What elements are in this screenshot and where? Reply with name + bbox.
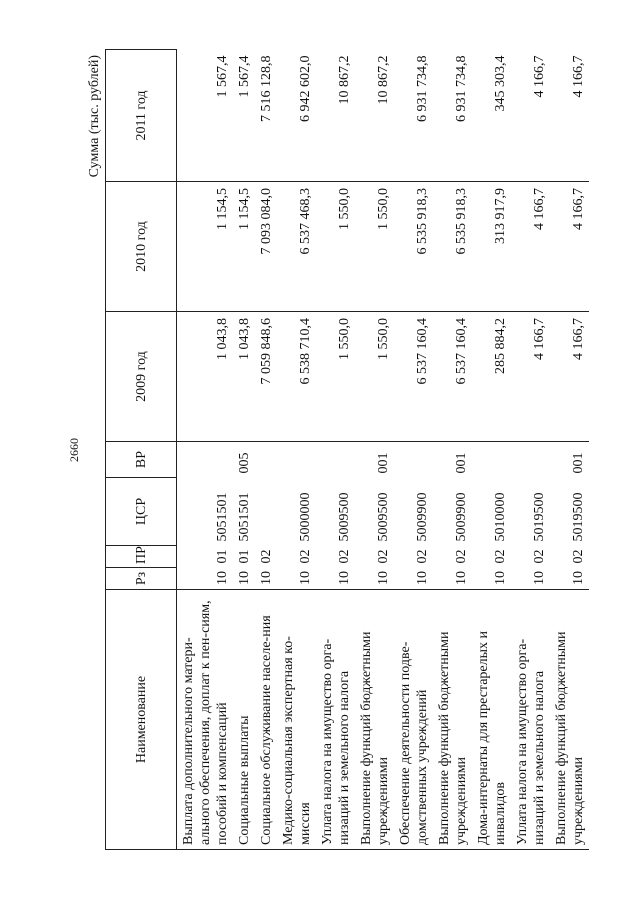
row-rz: 10: [415, 571, 430, 585]
row-name: Социальное обслуживание населе-ния: [255, 590, 277, 850]
row-name: Выполнение функций бюджетными учреждениями: [550, 590, 589, 850]
row-csr: 5009500: [337, 492, 352, 542]
row-rz: 10: [337, 571, 352, 585]
table-row: [177, 50, 234, 850]
row-2010: 6 535 918,3: [394, 182, 433, 312]
row-2011: 6 931 734,8: [454, 55, 469, 122]
row-2009: 1 550,0: [316, 312, 355, 442]
row-rz: 10: [259, 571, 274, 585]
rotated-landscape-content: [65, 50, 625, 850]
row-name: Выплата дополнительного матери-ального обеспечения, доплат к пен-сиям, пособий и компенсаций: [177, 590, 234, 850]
row-2010: 1 154,5: [233, 182, 255, 312]
row-2010: 4 166,7: [550, 182, 589, 312]
table-row: [316, 50, 355, 850]
row-vr: [277, 442, 316, 478]
units-label: Сумма (тыс. рублей): [87, 55, 102, 178]
row-pr: 02: [454, 549, 469, 564]
row-2010: 7 093 084,0: [255, 182, 277, 312]
row-csr: 5009900: [454, 492, 469, 542]
header-2010: 2010 год: [106, 182, 177, 312]
row-csr: 5019500: [532, 492, 547, 542]
table-row: [511, 50, 550, 850]
row-pr: 02: [337, 549, 352, 564]
row-name: Дома-интернаты для престарелых и инвалидов: [472, 590, 511, 850]
table-row: [550, 50, 589, 850]
row-2010: 1 550,0: [355, 182, 394, 312]
row-pr: 02: [493, 549, 508, 564]
row-vr: 001: [355, 442, 394, 478]
table-header-row: [106, 50, 177, 850]
table-row: [233, 50, 255, 850]
row-rz: 10: [215, 571, 230, 585]
row-pr: 02: [571, 549, 586, 564]
header-pr: ПР: [106, 546, 177, 568]
row-vr: [177, 442, 234, 478]
row-2011: 7 516 128,8: [259, 55, 274, 122]
budget-table: [105, 49, 589, 850]
header-csr: ЦСР: [106, 478, 177, 546]
row-pr: 02: [532, 549, 547, 564]
row-2011: 4 166,7: [571, 55, 586, 98]
row-name: Выполнение функций бюджетными учреждениями: [355, 590, 394, 850]
row-2009: 4 166,7: [550, 312, 589, 442]
row-2009: 6 537 160,4: [433, 312, 472, 442]
row-2010: 6 537 468,3: [277, 182, 316, 312]
row-2011: 6 931 734,8: [415, 55, 430, 122]
row-pr: 01: [237, 549, 252, 564]
row-2011: 10 867,2: [376, 55, 391, 105]
row-2011: 10 867,2: [337, 55, 352, 105]
row-vr: [255, 442, 277, 478]
row-vr: [316, 442, 355, 478]
row-2010: 1 154,5: [177, 182, 234, 312]
table-row: [433, 50, 472, 850]
row-vr: 001: [433, 442, 472, 478]
row-pr: 02: [415, 549, 430, 564]
row-csr: [255, 478, 277, 546]
row-name: Медико-социальная экспертная ко-миссия: [277, 590, 316, 850]
row-name: Уплата налога на имущество орга-низаций и земельного налога: [316, 590, 355, 850]
row-pr: 02: [259, 549, 274, 564]
row-csr: 5019500: [571, 492, 586, 542]
row-csr: 5009900: [415, 492, 430, 542]
row-csr: 5009500: [376, 492, 391, 542]
row-2010: 1 550,0: [316, 182, 355, 312]
row-2011: 1 567,4: [237, 55, 252, 98]
row-rz: 10: [237, 571, 252, 585]
header-vr: ВР: [106, 442, 177, 478]
table-row: [355, 50, 394, 850]
row-vr: [394, 442, 433, 478]
page-number: 2660: [67, 438, 81, 462]
row-pr: 02: [298, 549, 313, 564]
header-rz: Рз: [106, 568, 177, 590]
row-name: Уплата налога на имущество орга-низаций и земельного налога: [511, 590, 550, 850]
header-name: Наименование: [106, 590, 177, 850]
row-2010: 313 917,9: [472, 182, 511, 312]
table-row: [394, 50, 433, 850]
row-2009: 7 059 848,6: [255, 312, 277, 442]
table-row: [255, 50, 277, 850]
row-csr: 5051501: [215, 492, 230, 542]
row-rz: 10: [298, 571, 313, 585]
row-name: Обеспечение деятельности подве-домственных учреждений: [394, 590, 433, 850]
row-rz: 10: [376, 571, 391, 585]
row-2009: 285 884,2: [472, 312, 511, 442]
row-2009: 4 166,7: [511, 312, 550, 442]
table-row: [472, 50, 511, 850]
header-2009: 2009 год: [106, 312, 177, 442]
row-rz: 10: [571, 571, 586, 585]
row-rz: 10: [532, 571, 547, 585]
row-2010: 6 535 918,3: [433, 182, 472, 312]
row-2009: 1 043,8: [177, 312, 234, 442]
row-2009: 1 043,8: [233, 312, 255, 442]
row-2011: 4 166,7: [532, 55, 547, 98]
row-name: Социальные выплаты: [233, 590, 255, 850]
row-2009: 6 538 710,4: [277, 312, 316, 442]
row-vr: 001: [550, 442, 589, 478]
row-2010: 4 166,7: [511, 182, 550, 312]
table-row: [277, 50, 316, 850]
header-2011: 2011 год: [106, 50, 177, 182]
row-csr: 5000000: [298, 492, 313, 542]
row-vr: [511, 442, 550, 478]
row-vr: [472, 442, 511, 478]
row-csr: 5051501: [237, 492, 252, 542]
row-csr: 5010000: [493, 492, 508, 542]
row-vr: 005: [233, 442, 255, 478]
row-name: Выполнение функций бюджетными учреждениями: [433, 590, 472, 850]
row-2011: 1 567,4: [215, 55, 230, 98]
row-2011: 6 942 602,0: [298, 55, 313, 122]
row-pr: 02: [376, 549, 391, 564]
row-rz: 10: [454, 571, 469, 585]
row-rz: 10: [493, 571, 508, 585]
row-2009: 1 550,0: [355, 312, 394, 442]
row-2011: 345 303,4: [493, 55, 508, 112]
row-2009: 6 537 160,4: [394, 312, 433, 442]
row-pr: 01: [215, 549, 230, 564]
